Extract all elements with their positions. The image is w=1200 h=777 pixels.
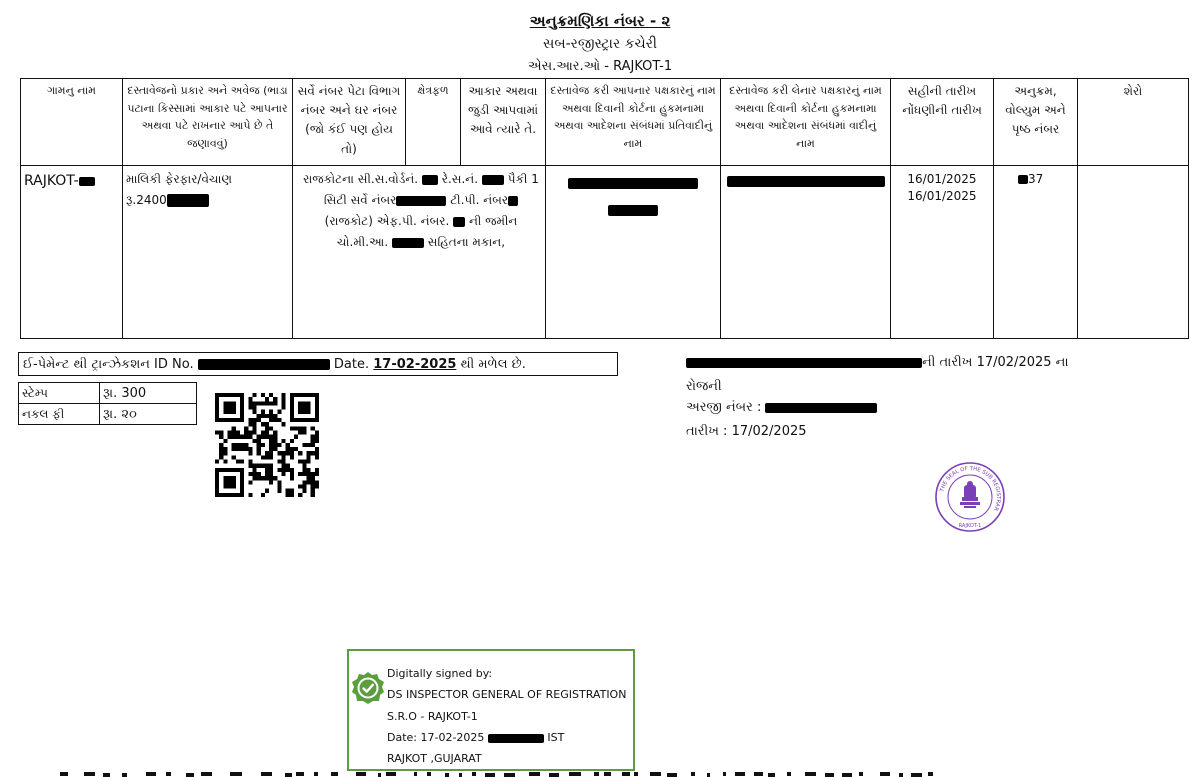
fee-value: રૂા. ૨૦	[100, 404, 197, 425]
redaction	[608, 205, 658, 216]
col-serial: અનુક્રમ, વોલ્યુમ અને પૃષ્ઠ નંબર	[994, 79, 1078, 166]
signature-date	[387, 731, 564, 744]
fee-label: સ્ટેમ્પ	[19, 383, 100, 404]
cut-off-text-line	[60, 770, 940, 777]
doc-type-text: માલિકી ફેરફાર/વેચાણ	[126, 172, 232, 186]
redaction	[453, 217, 465, 227]
office-subtitle: સબ-રજીસ્ટ્રાર કચેરી	[543, 36, 657, 52]
cell-survey	[293, 166, 546, 339]
village-text: RAJKOT-	[24, 173, 79, 189]
serial-text: 37	[1028, 172, 1044, 186]
survey-text-c: પૈકી 1	[507, 172, 539, 186]
col-claimant: દસ્તાવેજ કરી લેનાર પક્ષકારનું નામ અથવા દિવાની કોર્ટના હુકમનામા અથવા આદેશના સંબંધમાં વાદીનું નામ	[721, 79, 891, 166]
redaction	[392, 238, 424, 248]
digital-signature-box	[347, 649, 635, 771]
col-area: ક્ષેત્રફળ	[406, 79, 461, 166]
redaction	[422, 175, 438, 185]
seal-bottom-text: RAJKOT-1	[958, 523, 982, 529]
cell-doc-type	[123, 166, 293, 339]
survey-text-f: (રાજકોટ) એફ.પી. નંબર.	[324, 214, 450, 228]
redaction	[765, 403, 877, 413]
redaction	[508, 196, 518, 206]
survey-text-b: રે.સ.નં.	[441, 172, 479, 186]
signature-date-text: Date: 17-02-2025	[387, 731, 485, 744]
signature-tz: IST	[547, 731, 565, 744]
right-line-2: રોજની	[686, 379, 722, 394]
transaction-suffix: થી મળેલ છે.	[460, 357, 526, 372]
survey-text-e: ટી.પી. નંબર	[450, 193, 509, 207]
cell-dates	[891, 166, 994, 339]
index-table	[20, 78, 1189, 339]
application-label: અરજી નંબર :	[686, 400, 762, 415]
cell-executant	[546, 166, 721, 339]
redaction	[1018, 175, 1028, 184]
signer-office: S.R.O - RAJKOT-1	[387, 710, 478, 723]
fee-value: રૂા. 300	[100, 383, 197, 404]
cell-claimant	[721, 166, 891, 339]
sign-date: 16/01/2025	[907, 172, 977, 186]
seal-ring-text: THE SEAL OF THE SUB REGISTRAR	[939, 465, 1002, 512]
redaction	[727, 176, 885, 187]
right-date: તારીખ : 17/02/2025	[686, 424, 807, 439]
col-dates: સહીની તારીખ નોંધણીની તારીખ	[891, 79, 994, 166]
amount-text: રૂ.2400	[126, 193, 167, 207]
seal-icon	[934, 461, 1006, 533]
transaction-date-label: Date.	[333, 357, 370, 372]
qr-code-icon	[214, 393, 320, 497]
page-title: અનુક્રમણિકા નંબર - ૨	[529, 12, 671, 30]
col-remarks: શેરો	[1078, 79, 1189, 166]
fees-table	[18, 382, 197, 425]
col-executant: દસ્તાવેજ કરી આપનાર પક્ષકારનું નામ અથવા દિવાની કોર્ટના હુકમનામા અથવા આદેશના સંબંધમાં પ્રતિવાદીનું નામ	[546, 79, 721, 166]
col-survey-no: સર્વે નંબર પેટા વિભાગ નંબર અને ઘર નંબર (જો કંઈ પણ હોય તો)	[293, 79, 406, 166]
application-number	[686, 400, 877, 415]
fee-label: નકલ ફી	[19, 404, 100, 425]
redaction	[482, 175, 504, 185]
check-badge-icon	[351, 671, 385, 705]
signer-name: DS INSPECTOR GENERAL OF REGISTRATION	[387, 688, 627, 701]
signed-by-label: Digitally signed by:	[387, 667, 493, 680]
cell-remarks	[1078, 166, 1189, 339]
redaction	[488, 734, 544, 743]
survey-text-g: ની જમીન	[468, 214, 518, 228]
cell-serial	[994, 166, 1078, 339]
col-assessment: આકાર અથવા જુડી આપવામાં આવે ત્યારે તે.	[461, 79, 546, 166]
table-row	[21, 166, 1189, 339]
registration-date: 16/01/2025	[907, 189, 977, 203]
redaction	[79, 177, 95, 186]
col-village: ગામનુ નામ	[21, 79, 123, 166]
redaction	[396, 196, 446, 206]
redaction	[686, 358, 922, 368]
redaction	[568, 178, 698, 189]
survey-text-h: ચો.મી.આ.	[336, 235, 389, 249]
survey-text-i: સહિતના મકાન,	[427, 235, 506, 249]
transaction-date: 17-02-2025	[373, 357, 457, 372]
signer-location: RAJKOT ,GUJARAT	[387, 752, 482, 765]
survey-text-d: સિટી સર્વે નંબર	[323, 193, 397, 207]
cell-village	[21, 166, 123, 339]
fee-row	[19, 383, 197, 404]
redaction	[167, 194, 209, 207]
right-date-text: ની તારીખ 17/02/2025 ના	[922, 355, 1069, 370]
right-line-1	[686, 355, 1069, 370]
fee-row	[19, 404, 197, 425]
transaction-prefix: ઈ-પેમેન્ટ થી ટ્રાન્ઝેકશન ID No.	[23, 357, 194, 372]
office-code: એસ.આર.ઓ - RAJKOT-1	[527, 59, 673, 74]
col-doc-type: દસ્તાવેજનો પ્રકાર અને અવેજ (ભાડા પટાના કિસ્સામાં આકાર પટે આપનાર અથવા પટે રાખનાર આપે છે તે જણાવવું)	[123, 79, 293, 166]
table-header-row	[21, 79, 1189, 166]
transaction-box	[18, 352, 618, 376]
redaction	[198, 359, 330, 370]
survey-text-a: રાજકોટના સી.સ.વોર્ડનં.	[303, 172, 419, 186]
